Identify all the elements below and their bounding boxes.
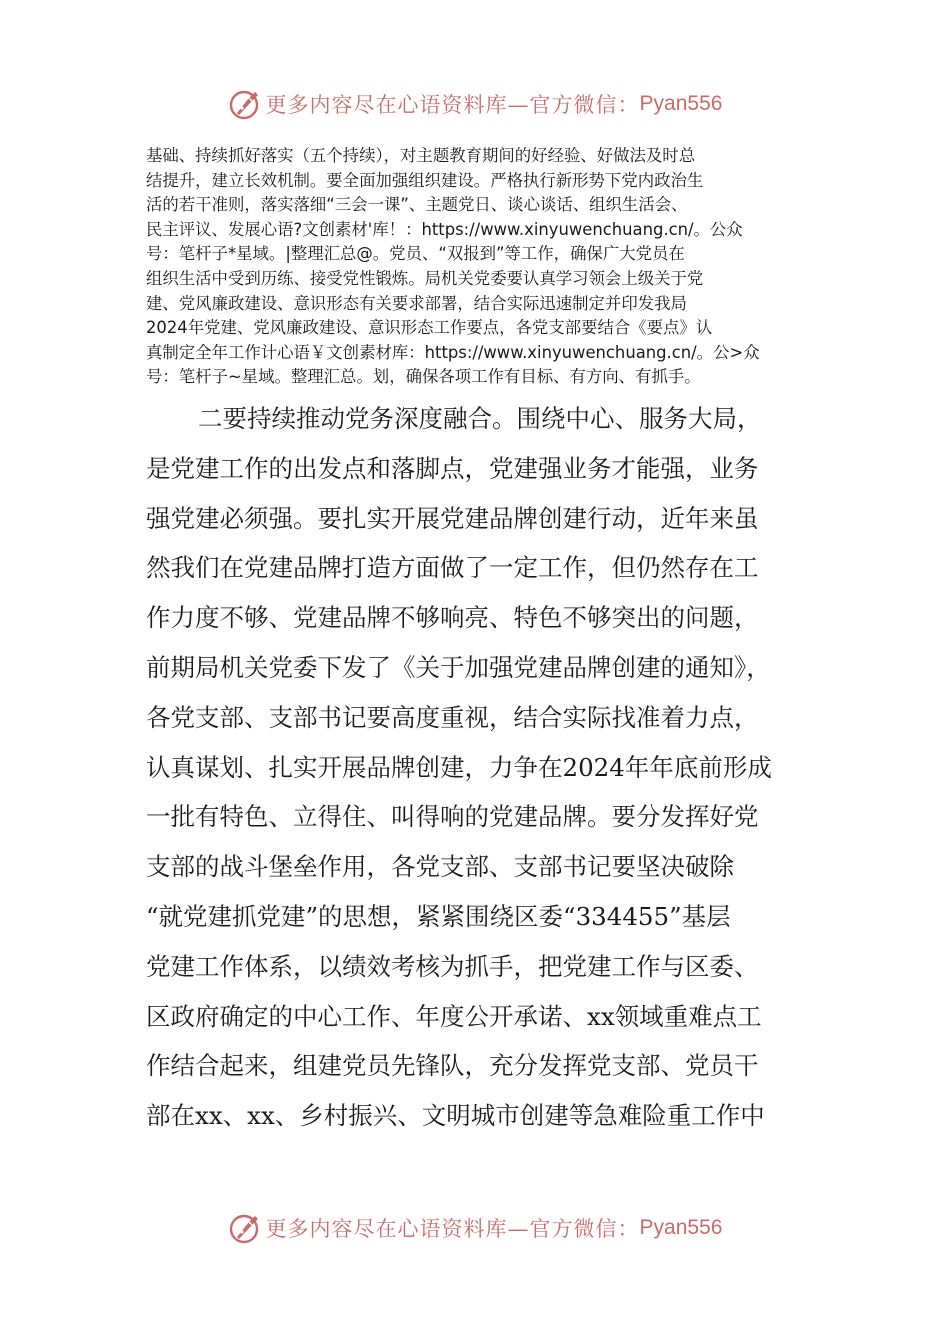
small-paragraph (146, 144, 806, 390)
main-paragraph-line: 部在xx、xx、乡村振兴、文明城市创建等急难险重工作中 (146, 1101, 765, 1131)
header-banner (0, 82, 950, 126)
small-paragraph-line: 2024年党建、党风廉政建设、意识形态工作要点，各党支部要结合《要点》认 (146, 318, 713, 338)
main-paragraph-line: 作力度不够、党建品牌不够响亮、特色不够突出的问题， (146, 603, 759, 633)
small-paragraph-line: 建、党风廉政建设、意识形态有关要求部署，结合实际迅速制定并印发我局 (146, 293, 687, 313)
main-paragraph-line: 党建工作体系，以绩效考核为抓手，把党建工作与区委、 (146, 951, 759, 981)
footer-banner-text: 更多内容尽在心语资料库—官方微信： (265, 1217, 640, 1241)
small-paragraph-line: 结提升，建立长效机制。要全面加强组织建设。严格执行新形势下党内政治生 (146, 170, 704, 190)
footer-wechat-id: Pyan556 (639, 1216, 723, 1239)
small-paragraph-line: 活的若干准则，落实落细“三会一课”、主题党日、谈心谈话、组织生活会、 (146, 195, 688, 215)
header-banner-text: 更多内容尽在心语资料库—官方微信： (265, 93, 640, 117)
main-paragraph-line: 支部的战斗堡垒作用，各党支部、支部书记要坚决破除 (146, 852, 734, 882)
main-paragraph-line: 然我们在党建品牌打造方面做了一定工作，但仍然存在工 (146, 553, 759, 583)
pen-nib-circle-icon (228, 86, 264, 122)
small-paragraph-line: 号：笔杆子*星域。|整理汇总@。党员、“双报到”等工作，确保广大党员在 (146, 244, 685, 264)
main-paragraph-line: 强党建必须强。要扎实开展党建品牌创建行动，近年来虽 (146, 503, 759, 533)
footer-banner (0, 1206, 950, 1250)
main-paragraph-line: 前期局机关党委下发了《关于加强党建品牌创建的通知》， (146, 652, 771, 682)
main-paragraph-line: 是党建工作的出发点和落脚点，党建强业务才能强，业务 (146, 453, 759, 483)
small-paragraph-line: 组织生活中受到历练、接受党性锻炼。局机关党委要认真学习领会上级关于党 (146, 268, 704, 288)
pen-nib-circle-icon (228, 1210, 264, 1246)
main-paragraph-line: 区政府确定的中心工作、年度公开承诺、xx领域重难点工 (146, 1001, 762, 1031)
main-paragraph-line: 一批有特色、立得住、叫得响的党建品牌。要分发挥好党 (146, 802, 759, 832)
main-paragraph-line: 各党支部、支部书记要高度重视，结合实际找准着力点， (146, 702, 759, 732)
main-paragraph-line: 认真谋划、扎实开展品牌创建，力争在2024年年底前形成 (146, 752, 772, 782)
main-paragraph-line: “就党建抓党建”的思想，紧紧围绕区委“334455”基层 (146, 901, 731, 931)
main-paragraph-line: 二要持续推动党务深度融合。围绕中心、服务大局， (198, 404, 762, 433)
small-paragraph-line: 民主评议、发展心语?文创素材'库！：https://www.xinyuwenchuang.cn/。公众 (146, 219, 743, 239)
main-paragraph-line: 作结合起来，组建党员先锋队，充分发挥党支部、党员干 (146, 1051, 759, 1081)
header-wechat-id: Pyan556 (639, 92, 723, 115)
small-paragraph-line: 号：笔杆子~星域。整理汇总。划，确保各项工作有目标、有方向、有抓手。 (146, 367, 701, 387)
main-paragraph (146, 394, 806, 1141)
small-paragraph-line: 基础、持续抓好落实（五个持续），对主题教育期间的好经验、好做法及时总 (146, 146, 696, 165)
small-paragraph-line: 真制定全年工作计心语￥文创素材库：https://www.xinyuwenchuang.cn/。公>众 (146, 342, 760, 362)
